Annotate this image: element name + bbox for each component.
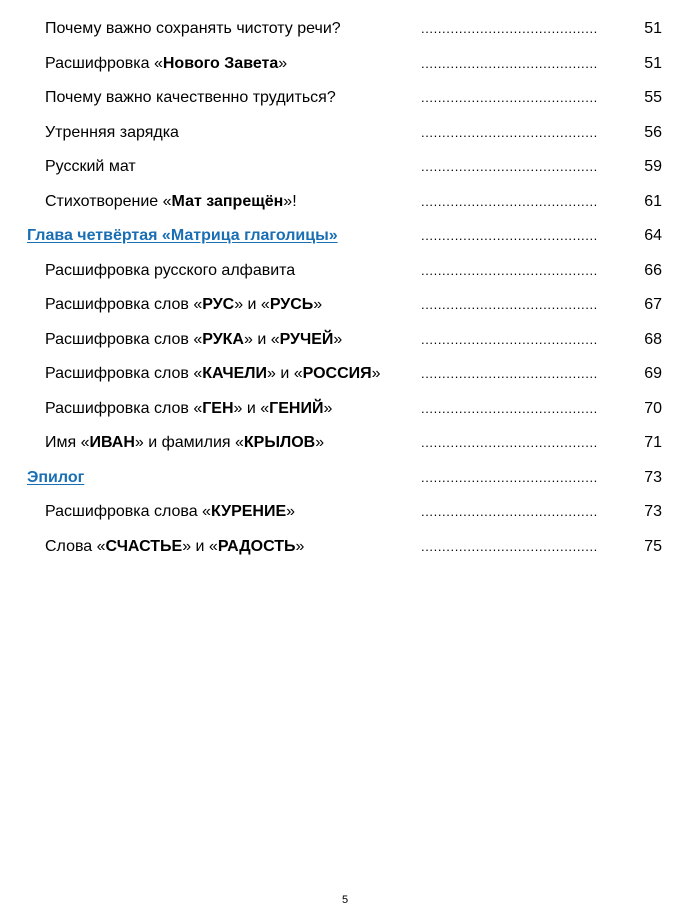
- toc-dot-leader: ..........................................: [421, 538, 598, 554]
- toc-entry: [0, 47, 690, 82]
- toc-title-part: »: [313, 296, 323, 313]
- toc-title-part: Расшифровка слова «: [45, 503, 211, 520]
- toc-page-number: 70: [644, 399, 662, 417]
- toc-dot-leader: ..........................................: [421, 55, 598, 71]
- toc-entry: [0, 426, 690, 461]
- toc-page-number: 66: [644, 261, 662, 279]
- toc-title-part: ГЕН: [202, 399, 234, 417]
- toc-entry: [0, 116, 690, 151]
- toc-title-part: » и «: [234, 296, 270, 313]
- toc-title-part: Расшифровка слов «: [45, 365, 203, 382]
- toc-title-part: » и фамилия «: [134, 434, 244, 451]
- toc-page-number: 51: [644, 54, 662, 72]
- toc-dot-leader: ..........................................: [421, 400, 598, 416]
- toc-title-part: » и «: [233, 399, 270, 417]
- toc-title-part: »: [333, 330, 343, 348]
- toc-page-number: 67: [644, 296, 662, 313]
- toc-title-part: » и «: [243, 330, 280, 348]
- toc-entry-title: [45, 288, 322, 323]
- toc-entry: [0, 12, 690, 47]
- toc-title-part: »: [278, 54, 288, 72]
- toc-chapter-link[interactable]: [27, 461, 84, 496]
- toc-entry-title: [45, 357, 381, 392]
- toc-title-part: Расшифровка слов «: [45, 399, 203, 417]
- toc-dot-leader: ..........................................: [421, 297, 598, 312]
- toc-entry-title: [45, 323, 342, 358]
- toc-dot-leader: ..........................................: [421, 435, 598, 450]
- toc-dot-leader: ..........................................: [421, 469, 598, 485]
- toc-title-part: КАЧЕЛИ: [202, 365, 267, 382]
- toc-dot-leader: ..........................................: [421, 193, 598, 209]
- toc-chapter-link[interactable]: [27, 219, 338, 254]
- toc-dot-leader: ..........................................: [421, 504, 598, 519]
- toc-entry-title: [45, 150, 136, 185]
- toc-entry: [0, 357, 690, 392]
- toc-dot-leader: ..........................................: [421, 159, 598, 174]
- toc-title-part: »: [323, 399, 333, 417]
- toc-entry-title: [45, 81, 336, 116]
- toc-entry: [0, 254, 690, 289]
- toc-title-part: Русский мат: [45, 158, 136, 175]
- toc-title-part: » и «: [266, 365, 303, 382]
- toc-entry: [0, 81, 690, 116]
- toc-title-part: ИВАН: [89, 434, 135, 451]
- toc-entry-title: [45, 12, 341, 47]
- toc-page-number: 75: [644, 537, 662, 555]
- toc-dot-leader: ..........................................: [421, 228, 598, 243]
- toc-title-part: Мат запрещён: [171, 192, 284, 210]
- toc-dot-leader: ..........................................: [421, 262, 598, 278]
- toc-entry-title: [45, 116, 179, 151]
- toc-title-part: Расшифровка русского алфавита: [45, 261, 296, 279]
- toc-title-part: Эпилог: [27, 468, 85, 486]
- toc-title-part: Расшифровка «: [45, 54, 163, 72]
- toc-title-part: »: [315, 434, 325, 451]
- toc-title-part: РАДОСТЬ: [217, 537, 296, 555]
- toc-page-number: 56: [644, 123, 662, 141]
- toc-entry: [0, 530, 690, 565]
- toc-dot-leader: ..........................................: [421, 124, 598, 140]
- toc-entry: [0, 185, 690, 220]
- toc-title-part: ГЕНИЙ: [269, 399, 324, 417]
- toc-entry-title: [45, 47, 287, 82]
- toc-title-part: Глава четвёртая «Матрица глаголицы»: [27, 227, 338, 244]
- toc-entry: [0, 392, 690, 427]
- toc-chapter-entry[interactable]: [0, 461, 690, 496]
- toc-page-number: 73: [644, 468, 662, 486]
- toc-title-part: » и «: [182, 537, 218, 555]
- toc-title-part: »: [286, 503, 296, 520]
- toc-title-part: Расшифровка слов «: [45, 330, 203, 348]
- toc-title-part: Утренняя зарядка: [45, 123, 179, 141]
- toc-title-part: Стихотворение «: [45, 192, 172, 210]
- toc-title-part: Слова «: [45, 537, 106, 555]
- toc-title-part: »!: [283, 192, 297, 210]
- toc-dot-leader: ..........................................: [421, 90, 598, 105]
- toc-dot-leader: ..........................................: [421, 331, 598, 347]
- toc-chapter-entry[interactable]: [0, 219, 690, 254]
- toc-entry-title: [45, 426, 324, 461]
- toc-title-part: РУКА: [202, 330, 244, 348]
- toc-page-number: 55: [644, 89, 662, 106]
- toc-entry: [0, 323, 690, 358]
- toc-entry-title: [45, 392, 332, 427]
- toc-title-part: »: [371, 365, 381, 382]
- toc-page-number: 51: [644, 20, 662, 37]
- toc-title-part: СЧАСТЬЕ: [105, 537, 183, 555]
- table-of-contents: [0, 12, 690, 564]
- toc-dot-leader: ..........................................: [421, 366, 598, 381]
- toc-title-part: Имя «: [45, 434, 90, 451]
- page-number: 5: [341, 894, 349, 906]
- toc-entry: [0, 495, 690, 530]
- toc-entry-title: [45, 530, 304, 565]
- toc-dot-leader: ..........................................: [421, 21, 598, 36]
- toc-page-number: 69: [644, 365, 662, 382]
- toc-page-number: 64: [644, 227, 662, 244]
- toc-title-part: Нового Завета: [162, 54, 279, 72]
- toc-title-part: Почему важно сохранять чистоту речи?: [45, 20, 341, 37]
- toc-page-number: 73: [644, 503, 662, 520]
- toc-title-part: РУСЬ: [269, 296, 314, 313]
- toc-page-number: 68: [644, 330, 662, 348]
- toc-page-number: 59: [644, 158, 662, 175]
- toc-page-number: 61: [644, 192, 662, 210]
- toc-title-part: Почему важно качественно трудиться?: [45, 89, 336, 106]
- toc-title-part: РУЧЕЙ: [279, 330, 334, 348]
- toc-title-part: Расшифровка слов «: [45, 296, 203, 313]
- toc-title-part: КРЫЛОВ: [243, 434, 316, 451]
- toc-entry-title: [45, 185, 297, 220]
- toc-entry: [0, 150, 690, 185]
- toc-page-number: 71: [644, 434, 662, 451]
- toc-title-part: РУС: [202, 296, 235, 313]
- toc-entry-title: [45, 495, 295, 530]
- toc-entry-title: [45, 254, 295, 289]
- toc-title-part: РОССИЯ: [302, 365, 372, 382]
- toc-title-part: »: [295, 537, 305, 555]
- toc-entry: [0, 288, 690, 323]
- toc-title-part: КУРЕНИЕ: [210, 503, 287, 520]
